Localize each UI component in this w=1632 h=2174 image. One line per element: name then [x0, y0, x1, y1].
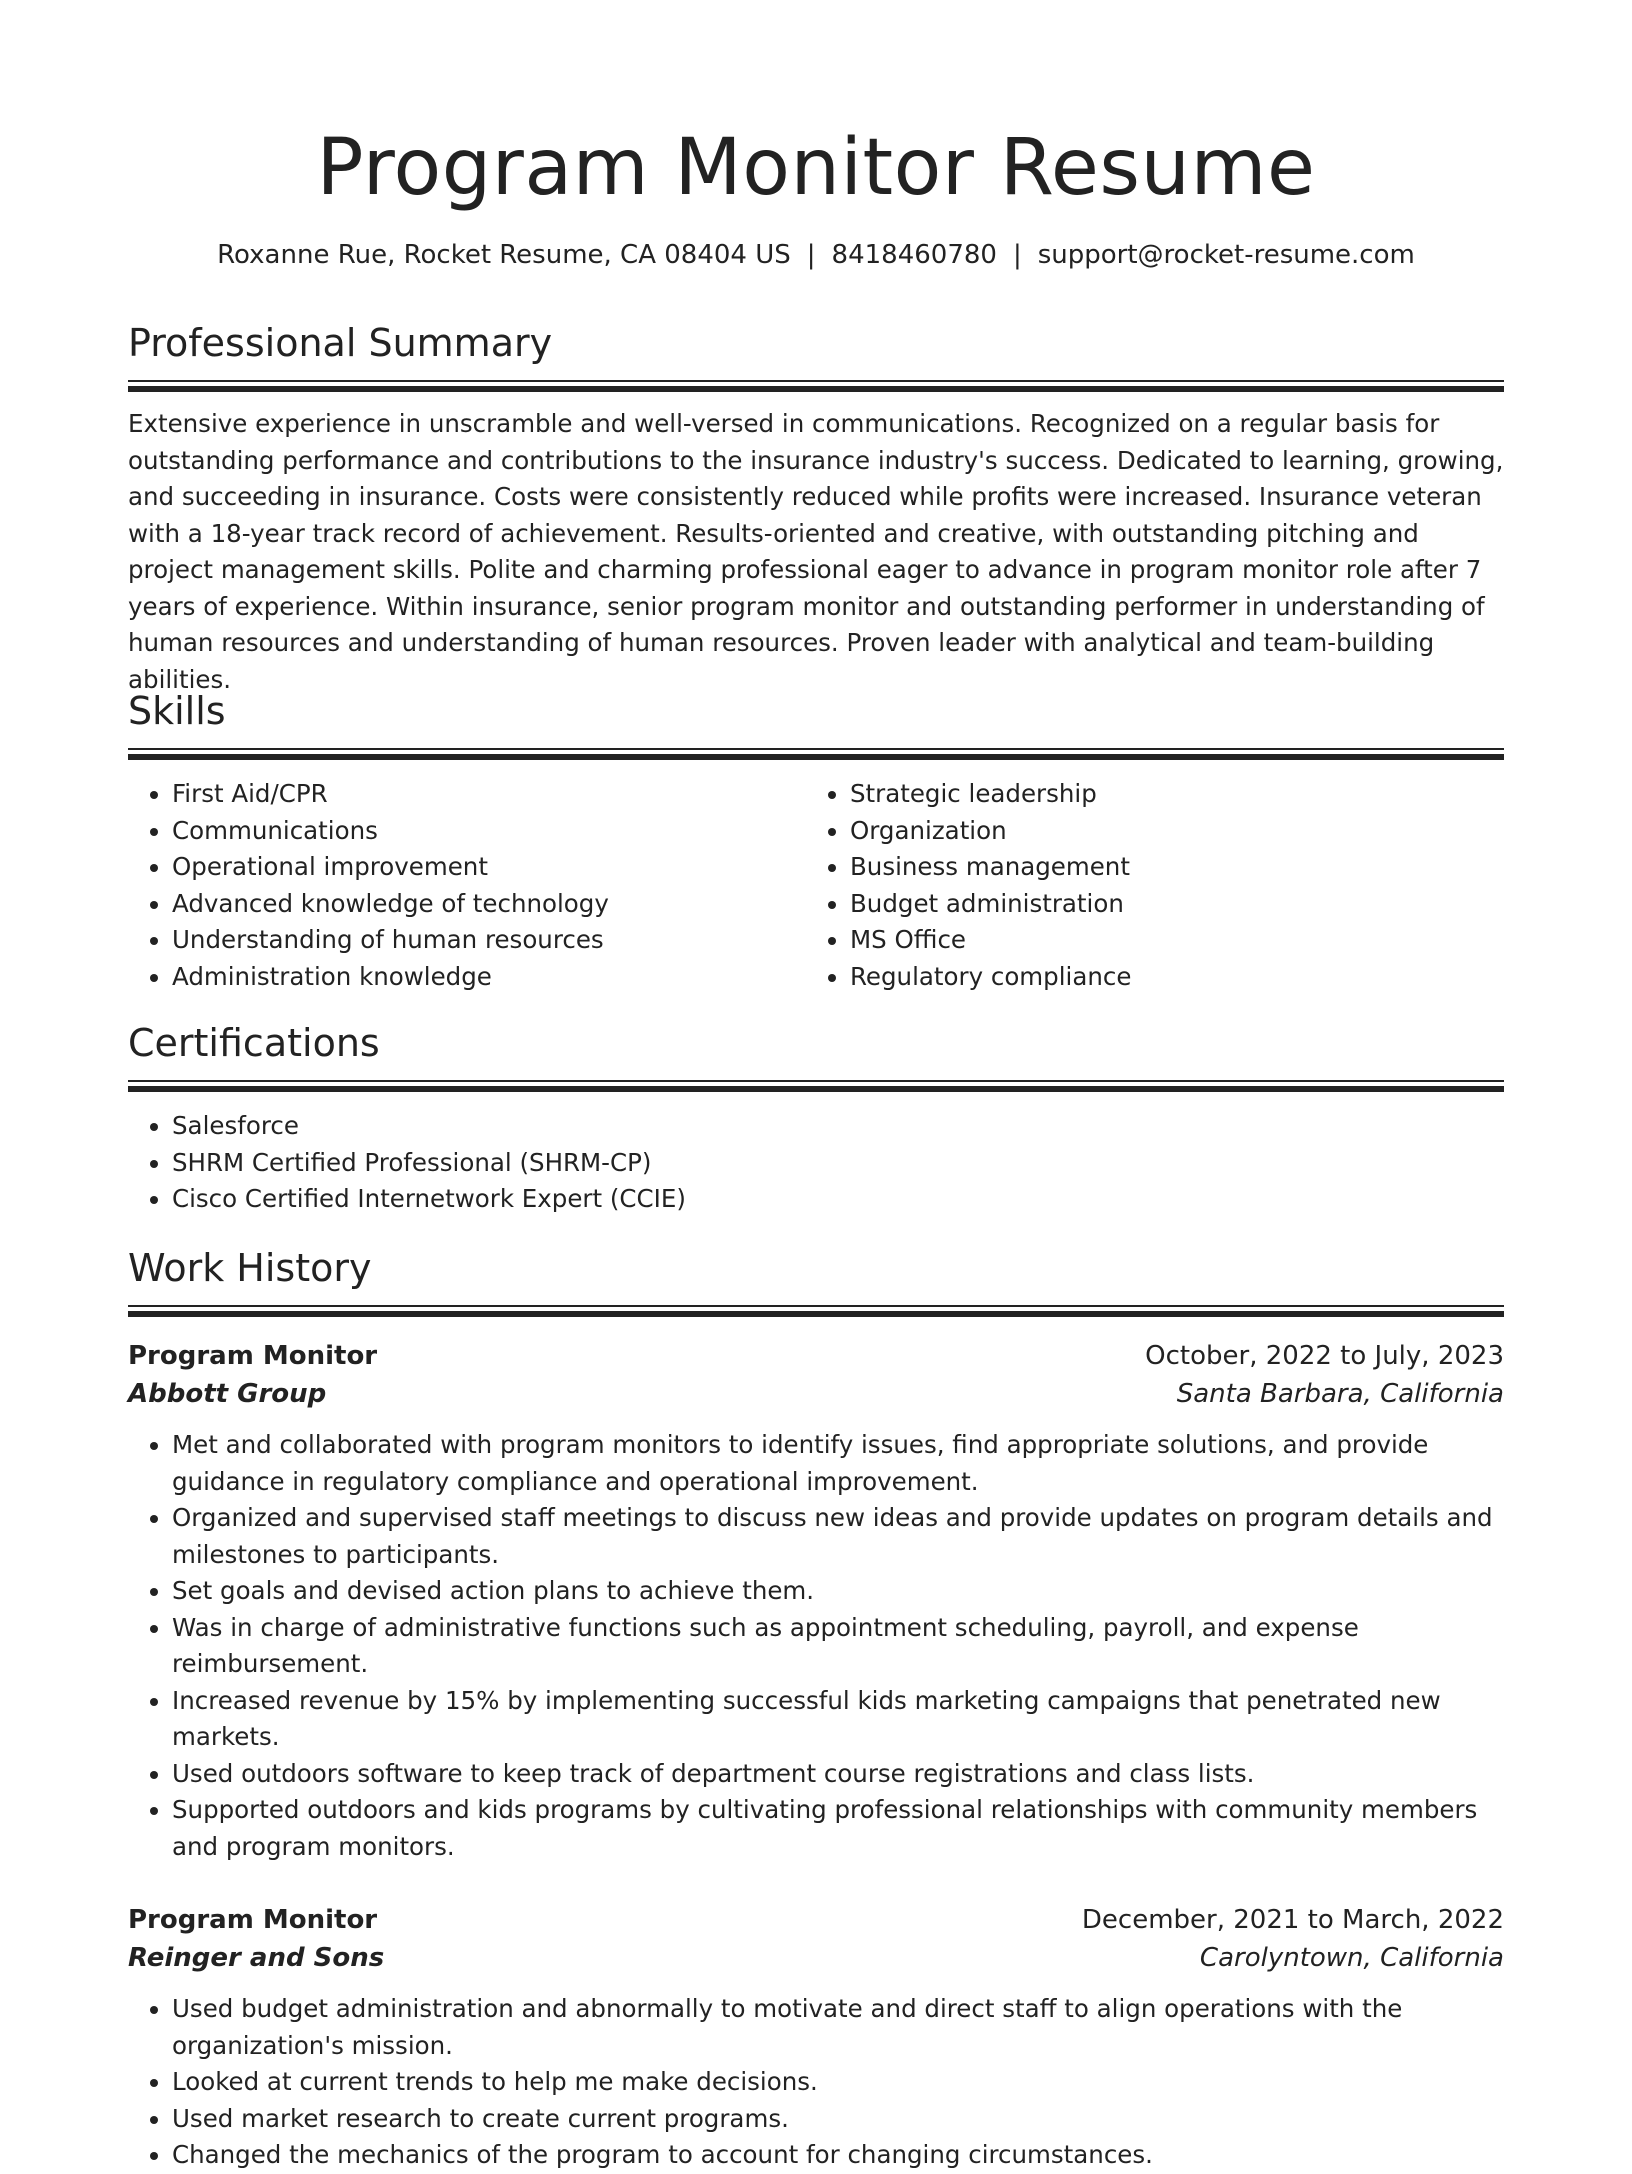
section-heading: Certifications: [128, 1021, 380, 1065]
skills-list-right: [806, 776, 1484, 995]
job-bullets: [128, 1991, 1504, 2174]
job-company-row: [128, 1375, 1504, 1413]
contact-phone: 8418460780: [831, 240, 997, 270]
skill-item: • Understanding of human resources: [172, 922, 806, 959]
job-title: Program Monitor: [128, 1341, 378, 1371]
section-heading: Skills: [128, 689, 226, 733]
section-heading: Work History: [128, 1246, 372, 1290]
job-bullet: • Was in charge of administrative functions such as appointment scheduling, payroll, and expense reimbursement.: [172, 1610, 1504, 1683]
job-bullet: • Supported outdoors and kids programs by cultivating professional relationships with community members and program monitors.: [172, 1792, 1504, 1865]
skills-columns: [128, 776, 1504, 995]
skill-item: • Operational improvement: [172, 849, 806, 886]
job-title: Program Monitor: [128, 1905, 378, 1935]
skill-item: • MS Office: [850, 922, 1484, 959]
summary-text: Extensive experience in unscramble and well-versed in communications. Recognized on a regular basis for outstanding performance and contributions to the insurance industry's success. Dedicated to learning, growing, and succeeding in insurance. Costs were consistently reduced while profits were increased. Insurance veteran with a 18-year track record of achievement. Results-oriented and creative, with outstanding pitching and project management skills. Polite and charming professional eager to advance in program monitor role after 7 years of experience. Within insurance, senior program monitor and outstanding performer in understanding of human resources and understanding of human resources. Proven leader with analytical and team-building abilities.: [128, 409, 1504, 694]
job-entry: [128, 1901, 1504, 2174]
skill-item: • Regulatory compliance: [850, 959, 1484, 996]
job-bullet: • Looked at current trends to help me make decisions.: [172, 2064, 1504, 2101]
job-bullets: [128, 1427, 1504, 1865]
contact-line: [128, 238, 1504, 272]
skill-item: • Business management: [850, 849, 1484, 886]
job-bullet: • Used market research to create current programs.: [172, 2101, 1504, 2138]
skill-item: • Advanced knowledge of technology: [172, 886, 806, 923]
job-bullet: • Used outdoors software to keep track of department course registrations and class lists.: [172, 1756, 1504, 1793]
job-entry: [128, 1337, 1504, 1865]
section-divider: [128, 748, 1504, 760]
job-bullet: • Organized and supervised staff meetings to discuss new ideas and provide updates on program details and milestones to participants.: [172, 1500, 1504, 1573]
job-bullet: • Increased revenue by 15% by implementing successful kids marketing campaigns that penetrated new markets.: [172, 1683, 1504, 1756]
section-heading: Professional Summary: [128, 321, 553, 365]
job-company: Reinger and Sons: [128, 1943, 385, 1973]
section-certifications: [128, 1018, 1504, 1218]
contact-separator: |: [806, 240, 816, 270]
job-location: Carolyntown, California: [1199, 1943, 1504, 1973]
contact-address: Roxanne Rue, Rocket Resume, CA 08404 US: [217, 240, 791, 270]
job-dates: October, 2022 to July, 2023: [1145, 1341, 1504, 1371]
skill-item: • Strategic leadership: [850, 776, 1484, 813]
job-bullet: • Met and collaborated with program monitors to identify issues, find appropriate solutions, and provide guidance in regulatory compliance and operational improvement.: [172, 1427, 1504, 1500]
job-bullet: • Changed the mechanics of the program to account for changing circumstances.: [172, 2137, 1504, 2174]
section-divider: [128, 380, 1504, 392]
section-work-history: [128, 1243, 1504, 2174]
section-divider: [128, 1305, 1504, 1317]
job-header-row: [128, 1901, 1504, 1939]
section-divider: [128, 1080, 1504, 1092]
certification-item: • Salesforce: [172, 1108, 1504, 1145]
skill-item: • First Aid/CPR: [172, 776, 806, 813]
skill-item: • Budget administration: [850, 886, 1484, 923]
resume-title: Program Monitor Resume: [316, 123, 1316, 213]
skill-item: • Communications: [172, 813, 806, 850]
job-dates: December, 2021 to March, 2022: [1081, 1905, 1504, 1935]
skills-list-left: [128, 776, 806, 995]
job-company-row: [128, 1939, 1504, 1977]
job-bullet: • Used budget administration and abnormally to motivate and direct staff to align operations with the organization's mission.: [172, 1991, 1504, 2064]
contact-email: support@rocket-resume.com: [1037, 240, 1415, 270]
skill-item: • Organization: [850, 813, 1484, 850]
job-company: Abbott Group: [128, 1379, 327, 1409]
certification-item: • SHRM Certified Professional (SHRM-CP): [172, 1145, 1504, 1182]
job-header-row: [128, 1337, 1504, 1375]
contact-separator: |: [1012, 240, 1022, 270]
section-skills: [128, 686, 1504, 995]
job-location: Santa Barbara, California: [1176, 1379, 1504, 1409]
skill-item: • Administration knowledge: [172, 959, 806, 996]
section-professional-summary: [128, 318, 1504, 698]
resume-page: [128, 0, 1504, 2169]
certifications-list: [128, 1108, 1504, 1218]
certification-item: • Cisco Certified Internetwork Expert (CCIE): [172, 1181, 1504, 1218]
job-bullet: • Set goals and devised action plans to achieve them.: [172, 1573, 1504, 1610]
